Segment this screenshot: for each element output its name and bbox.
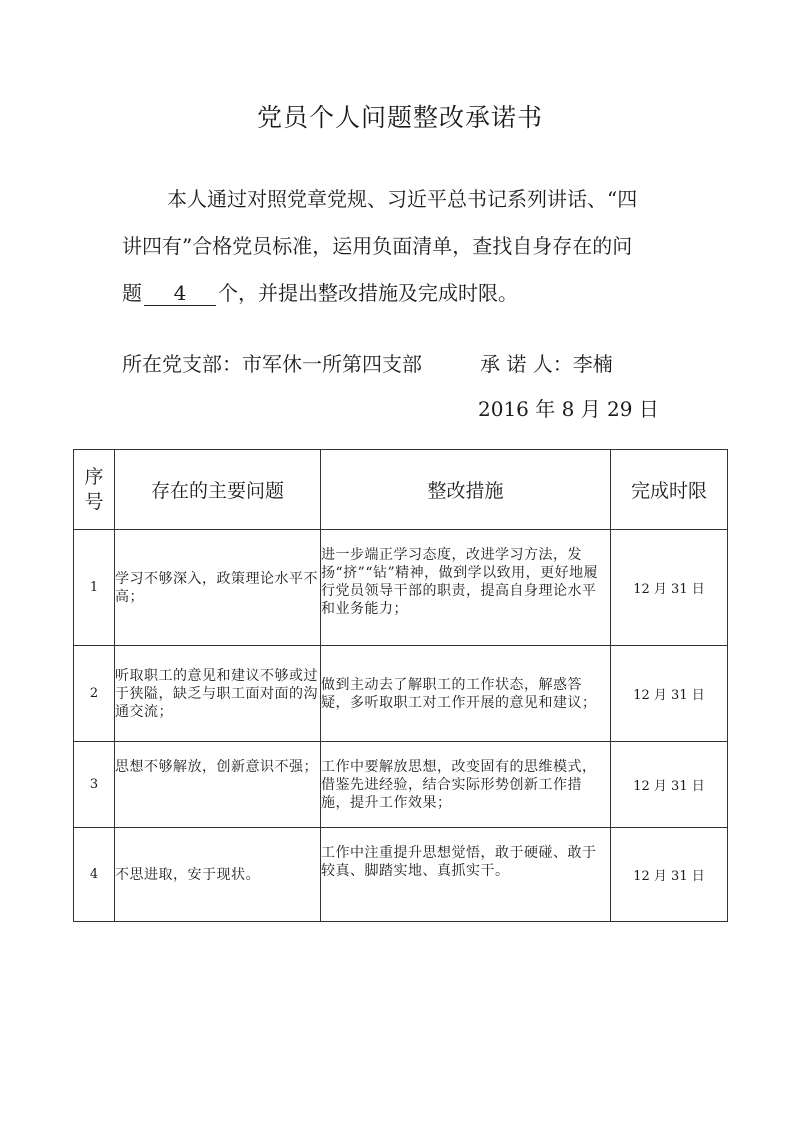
header-serial-line-2: 号 (84, 490, 104, 513)
row-measure: 进一步端正学习态度，改进学习方法，发扬“挤”“钻”精神，做到学以致用，更好地履行党员领导干部的职责，提高自身理论水平和业务能力； (321, 530, 611, 646)
table-header-row (74, 450, 728, 530)
header-serial-number (74, 450, 115, 530)
intro-paragraph-line-3 (122, 270, 518, 317)
row-deadline: 12 月 31 日 (611, 530, 728, 646)
rectification-table (73, 449, 728, 922)
table-row (74, 530, 728, 646)
intro-line-3-prefix: 题 (122, 281, 142, 305)
row-deadline: 12 月 31 日 (611, 742, 728, 828)
table-row (74, 828, 728, 922)
document-title: 党员个人问题整改承诺书 (256, 103, 543, 132)
row-problem: 听取职工的意见和建议不够或过于狭隘，缺乏与职工面对面的沟通交流； (115, 646, 321, 742)
row-number: 4 (74, 828, 115, 922)
row-problem: 不思进取，安于现状。 (115, 828, 321, 922)
header-measures: 整改措施 (321, 450, 611, 530)
promisor-line (480, 348, 613, 377)
row-measure: 工作中注重提升思想觉悟，敢于硬碰、敢于较真、脚踏实地、真抓实干。 (321, 828, 611, 922)
row-deadline: 12 月 31 日 (611, 828, 728, 922)
issue-count-field: 4 (144, 281, 216, 306)
row-problem: 思想不够解放，创新意识不强； (115, 742, 321, 828)
header-serial-line-1: 序 (84, 465, 104, 488)
promisor-label: 承 诺 人： (480, 352, 573, 376)
row-problem: 学习不够深入，政策理论水平不高； (115, 530, 321, 646)
row-number: 1 (74, 530, 115, 646)
intro-paragraph-line-2: 讲四有”合格党员标准，运用负面清单，查找自身存在的问 (122, 234, 633, 258)
signing-date: 2016 年 8 月 29 日 (478, 397, 659, 421)
intro-paragraph-line-1: 本人通过对照党章党规、习近平总书记系列讲话、“四 (167, 187, 638, 211)
table-row (74, 742, 728, 828)
header-deadline: 完成时限 (611, 450, 728, 530)
table-row (74, 646, 728, 742)
row-number: 2 (74, 646, 115, 742)
row-measure: 做到主动去了解职工的工作状态，解惑答疑，多听取职工对工作开展的意见和建议； (321, 646, 611, 742)
header-main-problems: 存在的主要问题 (115, 450, 321, 530)
party-branch-label: 所在党支部： (122, 352, 242, 376)
row-deadline: 12 月 31 日 (611, 646, 728, 742)
row-measure: 工作中要解放思想，改变固有的思维模式，借鉴先进经验，结合实际形势创新工作措施，提升工作效果； (321, 742, 611, 828)
row-number: 3 (74, 742, 115, 828)
party-branch-line (122, 348, 422, 377)
party-branch-value: 市军休一所第四支部 (242, 352, 422, 376)
promisor-name: 李楠 (572, 352, 613, 376)
intro-line-3-suffix: 个，并提出整改措施及完成时限。 (218, 281, 518, 305)
